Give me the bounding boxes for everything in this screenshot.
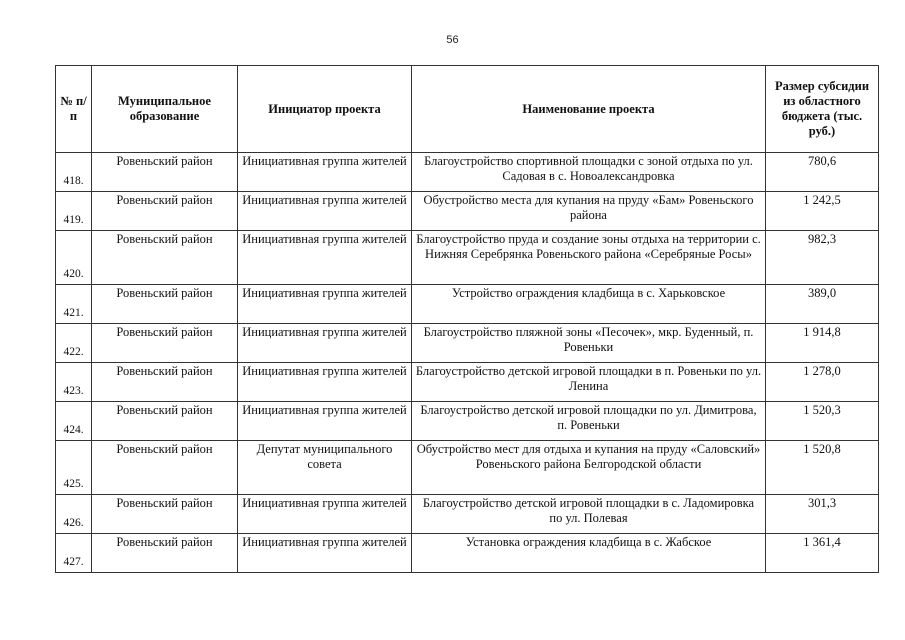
table-row	[56, 192, 879, 231]
row-initiator: Инициативная группа жителей	[238, 285, 412, 324]
row-number: 419.	[56, 192, 92, 231]
row-project: Благоустройство детской игровой площадки в с. Ладомировка по ул. Полевая	[412, 495, 766, 534]
row-project: Устройство ограждения кладбища в с. Харьковское	[412, 285, 766, 324]
row-municipality: Ровеньский район	[92, 192, 238, 231]
row-project: Благоустройство детской игровой площадки в п. Ровеньки по ул. Ленина	[412, 363, 766, 402]
row-initiator: Инициативная группа жителей	[238, 363, 412, 402]
table-row	[56, 363, 879, 402]
table-row	[56, 153, 879, 192]
row-number: 420.	[56, 231, 92, 285]
row-amount: 1 242,5	[766, 192, 879, 231]
row-project: Обустройство мест для отдыха и купания на пруду «Саловский» Ровеньского района Белгородской области	[412, 441, 766, 495]
row-project: Обустройство места для купания на пруду «Бам» Ровеньского района	[412, 192, 766, 231]
table-row	[56, 534, 879, 573]
row-project: Благоустройство спортивной площадки с зоной отдыха по ул. Садовая в с. Новоалександровка	[412, 153, 766, 192]
row-number: 425.	[56, 441, 92, 495]
row-project: Благоустройство пляжной зоны «Песочек», мкр. Буденный, п. Ровеньки	[412, 324, 766, 363]
subsidy-table	[55, 65, 879, 573]
row-municipality: Ровеньский район	[92, 231, 238, 285]
table-row	[56, 324, 879, 363]
row-amount: 982,3	[766, 231, 879, 285]
table-row	[56, 495, 879, 534]
row-project: Благоустройство пруда и создание зоны отдыха на территории с. Нижняя Серебрянка Ровеньского района «Серебряные Росы»	[412, 231, 766, 285]
page-number: 56	[446, 34, 459, 46]
row-initiator: Инициативная группа жителей	[238, 231, 412, 285]
row-number: 427.	[56, 534, 92, 573]
table-row	[56, 441, 879, 495]
row-municipality: Ровеньский район	[92, 402, 238, 441]
row-number: 426.	[56, 495, 92, 534]
row-municipality: Ровеньский район	[92, 495, 238, 534]
row-number: 424.	[56, 402, 92, 441]
row-municipality: Ровеньский район	[92, 363, 238, 402]
table-row	[56, 402, 879, 441]
row-initiator: Инициативная группа жителей	[238, 153, 412, 192]
row-amount: 301,3	[766, 495, 879, 534]
row-amount: 1 520,3	[766, 402, 879, 441]
header-municipality: Муниципальное образование	[92, 66, 238, 153]
row-number: 418.	[56, 153, 92, 192]
row-municipality: Ровеньский район	[92, 285, 238, 324]
row-initiator: Инициативная группа жителей	[238, 324, 412, 363]
row-amount: 1 361,4	[766, 534, 879, 573]
row-municipality: Ровеньский район	[92, 324, 238, 363]
row-amount: 1 914,8	[766, 324, 879, 363]
row-number: 422.	[56, 324, 92, 363]
row-project: Установка ограждения кладбища в с. Жабское	[412, 534, 766, 573]
header-subsidy: Размер субсидии из областного бюджета (тыс. руб.)	[766, 66, 879, 153]
table-row	[56, 285, 879, 324]
row-project: Благоустройство детской игровой площадки по ул. Димитрова, п. Ровеньки	[412, 402, 766, 441]
row-number: 421.	[56, 285, 92, 324]
row-municipality: Ровеньский район	[92, 441, 238, 495]
row-initiator: Депутат муниципального совета	[238, 441, 412, 495]
row-municipality: Ровеньский район	[92, 153, 238, 192]
header-initiator: Инициатор проекта	[238, 66, 412, 153]
table-row	[56, 231, 879, 285]
row-amount: 1 278,0	[766, 363, 879, 402]
header-project: Наименование проекта	[412, 66, 766, 153]
header-num: № п/п	[56, 66, 92, 153]
row-amount: 1 520,8	[766, 441, 879, 495]
row-initiator: Инициативная группа жителей	[238, 495, 412, 534]
row-number: 423.	[56, 363, 92, 402]
row-amount: 780,6	[766, 153, 879, 192]
row-municipality: Ровеньский район	[92, 534, 238, 573]
table-header-row	[56, 66, 879, 153]
row-initiator: Инициативная группа жителей	[238, 534, 412, 573]
row-initiator: Инициативная группа жителей	[238, 192, 412, 231]
row-initiator: Инициативная группа жителей	[238, 402, 412, 441]
row-amount: 389,0	[766, 285, 879, 324]
